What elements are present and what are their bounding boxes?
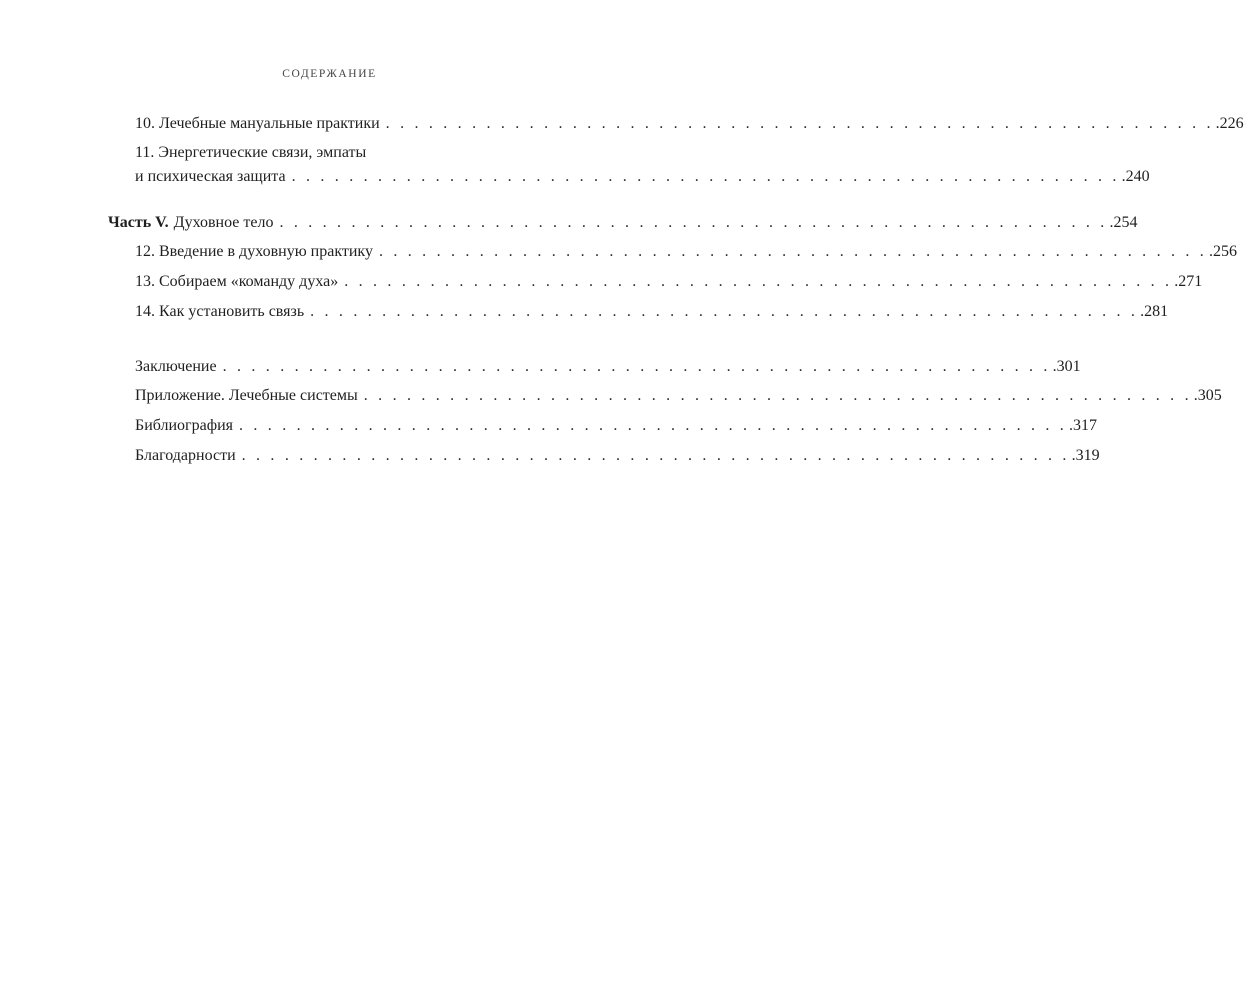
dot-leader: . . . . . . . . . . . . . . . . . . . . . . . . . . . . . . . . . . . . . . . . . . . . . . . . . . . . . . . . . . — [310, 303, 1139, 320]
dot-leader: . . . . . . . . . . . . . . . . . . . . . . . . . . . . . . . . . . . . . . . . . . . . . . . . . . . . . . . . . . — [378, 243, 1207, 260]
dot-leader: . . . . . . . . . . . . . . . . . . . . . . . . . . . . . . . . . . . . . . . . . . . . . . . . . . . . . . . . . . — [222, 358, 1051, 375]
toc-page-number: .301 — [1052, 358, 1081, 375]
toc-page-number: .240 — [1121, 168, 1150, 185]
toc-entry-appendix[interactable] — [135, 386, 1222, 406]
dot-leader: . . . . . . . . . . . . . . . . . . . . . . . . . . . . . . . . . . . . . . . . . . . . . . . . . . . . . . . . . . — [385, 115, 1214, 132]
toc-part-5[interactable] — [108, 213, 1138, 233]
toc-entry-title: 13. Собираем «команду духа» — [135, 273, 339, 290]
toc-page-number: .256 — [1208, 243, 1237, 260]
toc-page-number: .317 — [1069, 417, 1097, 434]
toc-entry-13[interactable] — [135, 272, 1203, 292]
dot-leader: . . . . . . . . . . . . . . . . . . . . . . . . . . . . . . . . . . . . . . . . . . . . . . . . . . . . . . . . . . — [241, 447, 1070, 464]
toc-entry-title: 10. Лечебные мануальные практики — [135, 115, 380, 132]
toc-page-number: .319 — [1071, 447, 1100, 464]
toc-page-number: .281 — [1140, 303, 1169, 320]
dot-leader: . . . . . . . . . . . . . . . . . . . . . . . . . . . . . . . . . . . . . . . . . . . . . . . . . . . . . . . . . . — [239, 417, 1067, 434]
toc-entry-title: Благодарности — [135, 447, 236, 464]
toc-entry-conclusion[interactable] — [135, 357, 1081, 377]
toc-entry-title: 14. Как установить связь — [135, 303, 305, 320]
toc-page-number: .305 — [1193, 387, 1222, 404]
toc-entry-11-line1: 11. Энергетические связи, эмпаты — [135, 144, 367, 161]
dot-leader: . . . . . . . . . . . . . . . . . . . . . . . . . . . . . . . . . . . . . . . . . . . . . . . . . . . . . . . . . . — [291, 168, 1120, 185]
toc-entry-14[interactable] — [135, 302, 1169, 322]
toc-entry-title: Заключение — [135, 358, 217, 375]
toc-entry-title: Приложение. Лечебные системы — [135, 387, 358, 404]
toc-entry-11[interactable] — [135, 167, 1150, 187]
toc-entry-title: и психическая защита — [135, 168, 286, 185]
toc-entry-10[interactable] — [135, 114, 1244, 134]
toc-entry-title: Духовное тело — [173, 214, 274, 231]
toc-entry-12[interactable] — [135, 242, 1237, 262]
dot-leader: . . . . . . . . . . . . . . . . . . . . . . . . . . . . . . . . . . . . . . . . . . . . . . . . . . . . . . . . . . — [344, 273, 1173, 290]
toc-entry-acknowledgements[interactable] — [135, 446, 1100, 466]
toc-page-number: .254 — [1109, 214, 1138, 231]
running-head-title: СОДЕРЖАНИЕ — [282, 68, 377, 80]
toc-page-number: .271 — [1174, 273, 1203, 290]
toc-entry-title: 12. Введение в духовную практику — [135, 243, 373, 260]
toc-entry-bibliography[interactable] — [135, 416, 1097, 436]
dot-leader: . . . . . . . . . . . . . . . . . . . . . . . . . . . . . . . . . . . . . . . . . . . . . . . . . . . . . . . . . . — [279, 214, 1108, 231]
toc-part-label: Часть V. — [108, 214, 169, 231]
dot-leader: . . . . . . . . . . . . . . . . . . . . . . . . . . . . . . . . . . . . . . . . . . . . . . . . . . . . . . . . . . — [363, 387, 1192, 404]
toc-page-number: .226 — [1215, 115, 1244, 132]
toc-entry-title: Библиография — [135, 417, 233, 434]
